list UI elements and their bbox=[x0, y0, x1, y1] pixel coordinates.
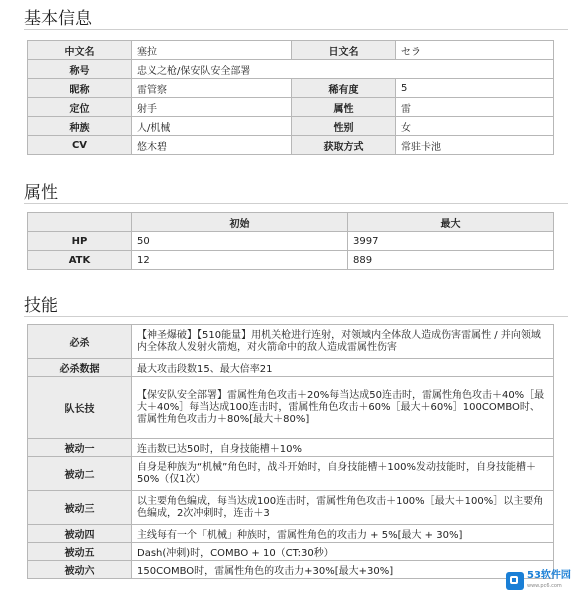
table-row bbox=[28, 251, 554, 270]
section-title-attributes: 属性 bbox=[24, 183, 58, 203]
skill-desc-passive-2: 自身是种族为“机械”角色时，战斗开始时，自身技能槽＋100%发动技能时，自身技能槽＋50%（仅1次） bbox=[132, 457, 554, 491]
label-race: 种族 bbox=[28, 117, 132, 136]
skill-desc-passive-4: 主线每有一个「机械」种族时，雷属性角色的攻击力 + 5%[最大 + 30%] bbox=[132, 525, 554, 543]
table-row bbox=[28, 525, 554, 543]
table-row bbox=[28, 117, 554, 136]
label-title: 称号 bbox=[28, 60, 132, 79]
table-row bbox=[28, 41, 554, 60]
skill-desc-passive-5: Dash(冲刺)时，COMBO + 10（CT:30秒） bbox=[132, 543, 554, 561]
attr-atk-initial: 12 bbox=[132, 251, 348, 270]
attr-atk-max: 889 bbox=[348, 251, 554, 270]
value-race: 人/机械 bbox=[132, 117, 292, 136]
attr-header-initial: 初始 bbox=[132, 213, 348, 232]
watermark-main: 53软件园 bbox=[527, 570, 571, 581]
attr-header-max: 最大 bbox=[348, 213, 554, 232]
skill-name-passive-2: 被动二 bbox=[28, 457, 132, 491]
skill-name-ultimate: 必杀 bbox=[28, 325, 132, 359]
site-logo-icon bbox=[506, 572, 524, 590]
basic-info-table bbox=[27, 40, 554, 155]
value-gender: 女 bbox=[396, 117, 554, 136]
table-row bbox=[28, 213, 554, 232]
skill-name-leader: 队长技 bbox=[28, 377, 132, 439]
table-row bbox=[28, 439, 554, 457]
label-obtain-method: 获取方式 bbox=[292, 136, 396, 155]
label-element: 属性 bbox=[292, 98, 396, 117]
value-chinese-name: 塞拉 bbox=[132, 41, 292, 60]
table-row bbox=[28, 79, 554, 98]
section-divider bbox=[24, 29, 568, 30]
attributes-table bbox=[27, 212, 554, 270]
value-cv: 悠木碧 bbox=[132, 136, 292, 155]
value-rarity: 5 bbox=[396, 79, 554, 98]
value-role: 射手 bbox=[132, 98, 292, 117]
skill-desc-passive-6: 150COMBO时，雷属性角色的攻击力+30%[最大+30%] bbox=[132, 561, 554, 579]
value-title: 忠义之枪/保安队安全部署 bbox=[132, 60, 554, 79]
value-element: 雷 bbox=[396, 98, 554, 117]
skill-desc-ultimate: 【神圣爆破】【510能量】用机关枪进行连射，对领域内全体敌人造成伤害雷属性 / 并向领域内全体敌人发射火箭炮，对火箭命中的敌人造成雷属性伤害 bbox=[132, 325, 554, 359]
label-chinese-name: 中文名 bbox=[28, 41, 132, 60]
table-row bbox=[28, 60, 554, 79]
attr-name-atk: ATK bbox=[28, 251, 132, 270]
skill-name-passive-5: 被动五 bbox=[28, 543, 132, 561]
watermark-text bbox=[527, 570, 571, 592]
value-nickname: 雷管察 bbox=[132, 79, 292, 98]
label-rarity: 稀有度 bbox=[292, 79, 396, 98]
table-row bbox=[28, 232, 554, 251]
skills-table bbox=[27, 324, 554, 579]
table-row bbox=[28, 136, 554, 155]
section-divider bbox=[24, 203, 568, 204]
table-row bbox=[28, 543, 554, 561]
table-row bbox=[28, 561, 554, 579]
attr-name-hp: HP bbox=[28, 232, 132, 251]
skill-name-passive-6: 被动六 bbox=[28, 561, 132, 579]
section-title-basic: 基本信息 bbox=[24, 9, 92, 29]
skill-name-passive-4: 被动四 bbox=[28, 525, 132, 543]
label-nickname: 昵称 bbox=[28, 79, 132, 98]
skill-name-ultimate-data: 必杀数据 bbox=[28, 359, 132, 377]
attr-hp-initial: 50 bbox=[132, 232, 348, 251]
table-row bbox=[28, 359, 554, 377]
skill-desc-passive-3: 以主要角色编成，每当达成100连击时，雷属性角色攻击＋100%［最大＋100%］以主要角色编成，2次冲刺时，连击＋3 bbox=[132, 491, 554, 525]
value-obtain-method: 常驻卡池 bbox=[396, 136, 554, 155]
label-role: 定位 bbox=[28, 98, 132, 117]
label-japanese-name: 日文名 bbox=[292, 41, 396, 60]
watermark bbox=[506, 566, 578, 596]
section-title-skills: 技能 bbox=[24, 296, 58, 316]
table-row bbox=[28, 457, 554, 491]
table-row bbox=[28, 377, 554, 439]
skill-desc-passive-1: 连击数已达50时，自身技能槽＋10% bbox=[132, 439, 554, 457]
skill-name-passive-1: 被动一 bbox=[28, 439, 132, 457]
value-japanese-name: セラ bbox=[396, 41, 554, 60]
watermark-sub: www.pc6.com bbox=[527, 583, 562, 589]
table-row bbox=[28, 98, 554, 117]
skill-desc-leader: 【保安队安全部署】雷属性角色攻击＋20%每当达成50连击时，雷属性角色攻击＋40%［最大＋40%］每当达成100连击时，雷属性角色攻击＋60%［最大＋60%］100COMBO时、雷属性角色攻击力＋80%[最大＋80%] bbox=[132, 377, 554, 439]
attr-hp-max: 3997 bbox=[348, 232, 554, 251]
section-divider bbox=[24, 316, 568, 317]
skill-name-passive-3: 被动三 bbox=[28, 491, 132, 525]
table-row bbox=[28, 325, 554, 359]
skill-desc-ultimate-data: 最大攻击段数15、最大倍率21 bbox=[132, 359, 554, 377]
label-cv: CV bbox=[28, 136, 132, 155]
attr-header-blank bbox=[28, 213, 132, 232]
label-gender: 性别 bbox=[292, 117, 396, 136]
table-row bbox=[28, 491, 554, 525]
